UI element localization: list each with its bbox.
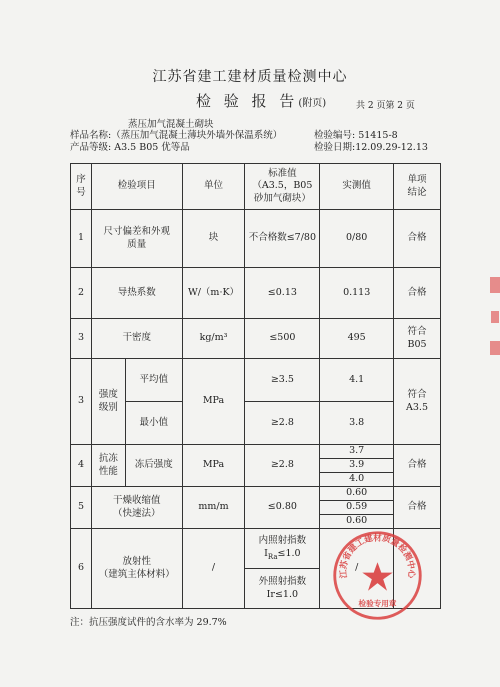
edge-stamp-fragment: [488, 275, 500, 365]
row-standard: ≤500: [245, 319, 320, 359]
report-title: [196, 90, 326, 111]
organization-name: 江苏省建工建材质量检测中心: [152, 69, 348, 85]
row-unit: 块: [182, 210, 245, 268]
table-header-row: [71, 164, 441, 210]
sample-name: 样品名称:（蒸压加气混凝土薄块外墙外保温系统）: [70, 130, 283, 141]
seal-bottom-text: 检验专用章: [358, 598, 397, 608]
table-row: [71, 268, 441, 319]
report-title-suffix: (附页): [298, 98, 327, 109]
row-seq: 5: [71, 487, 92, 529]
row-group: 强度 级别: [91, 359, 125, 445]
internal-index-subscript: Ra: [267, 552, 278, 561]
product-grade: 产品等级: A3.5 B05 优等品: [70, 142, 190, 153]
row-measured: 4.0: [320, 473, 394, 487]
page-info: 共 2 页第 2 页: [356, 101, 415, 111]
row-measured: 3.9: [320, 459, 394, 473]
row-standard: ≥2.8: [245, 445, 320, 487]
row-group: 抗冻 性能: [91, 445, 125, 487]
footnote: 注：抗压强度试件的含水率为 29.7%: [70, 617, 227, 628]
row-conclusion: 合格: [394, 210, 441, 268]
table-row: [71, 402, 441, 445]
table-row: [71, 445, 441, 459]
row-measured: 0.60: [320, 487, 394, 501]
row-standard: ≥3.5: [245, 359, 320, 402]
test-number: 检验编号: 51415-8: [314, 130, 398, 141]
row-measured: 0.113: [320, 268, 394, 319]
row-measured: 3.7: [320, 445, 394, 459]
seal-text: 江苏省建工建材质量检测中心: [338, 533, 417, 579]
test-period: 检验日期:12.09.29-12.13: [314, 142, 428, 153]
row-unit: mm/m: [182, 487, 245, 529]
row-measured: 4.1: [320, 359, 394, 402]
row-item: 干密度: [91, 319, 182, 359]
table-row: [71, 359, 441, 402]
row-measured: 495: [320, 319, 394, 359]
row-standard: ≤0.80: [245, 487, 320, 529]
row-measured: 0/80: [320, 210, 394, 268]
internal-index-label: 内照射指数 I: [258, 535, 307, 559]
table-row: [71, 210, 441, 268]
row-seq: 4: [71, 445, 92, 487]
star-icon: [362, 562, 392, 591]
internal-index-condition: ≤1.0: [277, 547, 301, 559]
row-measured: 0.59: [320, 501, 394, 515]
row-conclusion: 符合 B05: [394, 319, 441, 359]
header-standard: 标准值 （A3.5，B05 砂加气砌块）: [245, 164, 320, 210]
row-item: 冻后强度: [125, 445, 182, 487]
row-measured: 3.8: [320, 402, 394, 445]
row-item: 放射性 （建筑主体材料）: [91, 529, 182, 609]
row-item: 尺寸偏差和外观 质量: [91, 210, 182, 268]
row-seq: 3: [71, 319, 92, 359]
row-seq: 2: [71, 268, 92, 319]
header-item: 检验项目: [91, 164, 182, 210]
product-category: 蒸压加气混凝土砌块: [128, 119, 214, 130]
row-seq: 3: [71, 359, 92, 445]
row-item: 导热系数: [91, 268, 182, 319]
row-standard: ≥2.8: [245, 402, 320, 445]
table-row: [71, 319, 441, 359]
report-title-main: 检 验 报 告: [196, 92, 299, 110]
row-unit: kg/m³: [182, 319, 245, 359]
inspection-seal: [330, 528, 425, 623]
row-standard: ≤0.13: [245, 268, 320, 319]
row-standard-external: 外照射指数 Ir≤1.0: [245, 569, 320, 609]
row-unit: MPa: [182, 359, 245, 445]
row-standard-internal: [245, 529, 320, 569]
header-seq: 序 号: [71, 164, 92, 210]
row-seq: 1: [71, 210, 92, 268]
row-seq: 6: [71, 529, 92, 609]
row-item: 干燥收缩值 （快速法）: [91, 487, 182, 529]
row-conclusion: 合格: [394, 445, 441, 487]
row-sub-item: 平均值: [125, 359, 182, 402]
row-standard: 不合格数≤7/80: [245, 210, 320, 268]
header-conclusion: 单项 结论: [394, 164, 441, 210]
row-unit: /: [182, 529, 245, 609]
row-sub-item: 最小值: [125, 402, 182, 445]
row-unit: W/（m·K）: [182, 268, 245, 319]
row-measured: /: [320, 529, 394, 609]
row-conclusion: 合格: [394, 487, 441, 529]
row-measured: 0.60: [320, 515, 394, 529]
row-conclusion: 合格: [394, 268, 441, 319]
row-conclusion: 符合 A3.5: [394, 359, 441, 445]
header-unit: 单位: [182, 164, 245, 210]
row-unit: MPa: [182, 445, 245, 487]
header-measured: 实测值: [320, 164, 394, 210]
table-row: [71, 487, 441, 501]
